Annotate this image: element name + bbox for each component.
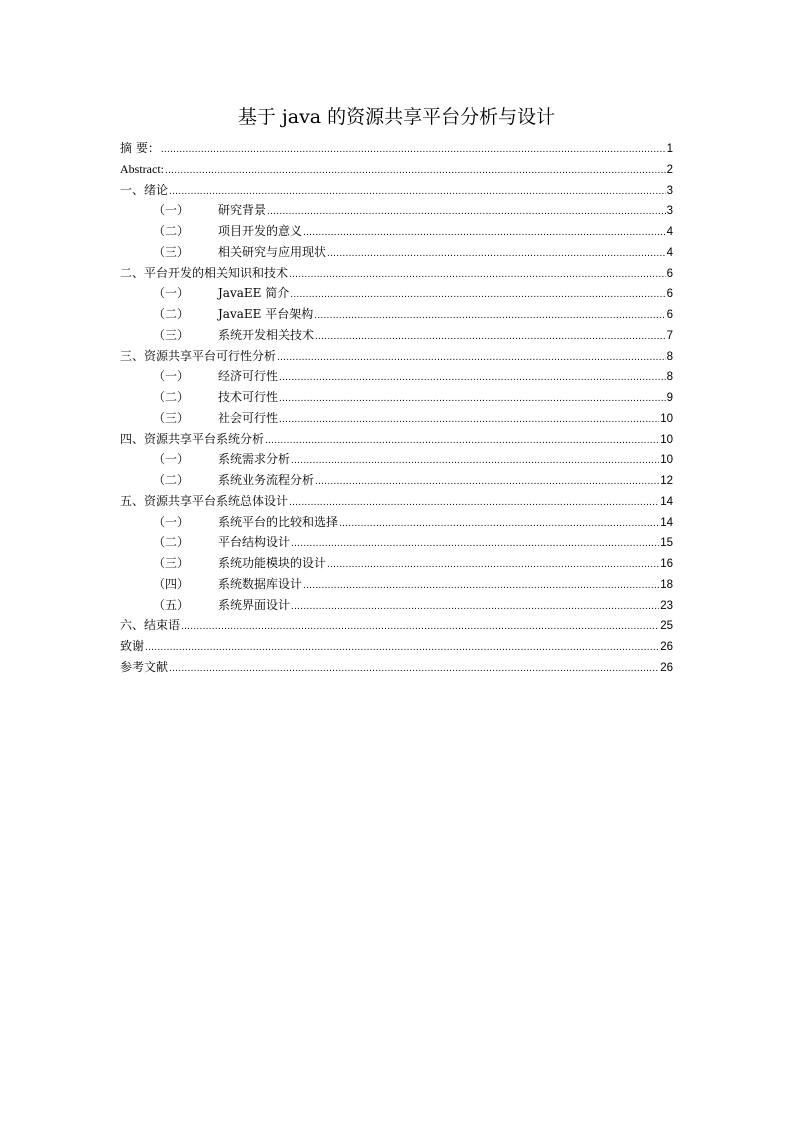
dot-leader — [265, 431, 659, 451]
toc-entry[interactable] — [120, 491, 673, 512]
toc-entry-page-number: 2 — [666, 163, 673, 176]
dot-leader — [279, 410, 659, 430]
toc-entry-page-number: 10 — [660, 433, 673, 446]
toc-entry[interactable] — [120, 159, 673, 180]
dot-leader — [291, 534, 659, 554]
toc-entry-label: 参考文献 — [120, 659, 169, 674]
toc-entry-number: （三） — [153, 327, 190, 342]
toc-entry[interactable] — [120, 470, 673, 491]
toc-entry-number: （四） — [153, 576, 190, 591]
toc-entry[interactable] — [120, 636, 673, 657]
toc-entry-label: 三、资源共享平台可行性分析 — [120, 348, 277, 363]
toc-entry-page-number: 6 — [666, 309, 673, 321]
toc-entry[interactable] — [120, 325, 673, 346]
toc-entry[interactable] — [120, 366, 673, 387]
toc-entry-page-number: 25 — [660, 620, 673, 633]
toc-entry-page-number: 7 — [666, 329, 673, 342]
dot-leader — [327, 555, 659, 575]
toc-entry[interactable] — [120, 408, 673, 429]
toc-entry-label: 系统数据库设计 — [218, 576, 303, 591]
toc-entry[interactable] — [120, 387, 673, 408]
toc-entry-number: （二） — [153, 535, 190, 550]
toc-entry-number: （二） — [153, 307, 190, 321]
toc-entry-number: （二） — [153, 473, 190, 487]
dot-leader — [169, 659, 659, 679]
toc-entry-page-number: 26 — [660, 661, 673, 674]
dot-leader — [327, 244, 666, 264]
toc-entry[interactable] — [120, 304, 673, 325]
dot-leader — [169, 182, 666, 202]
toc-entry[interactable] — [120, 553, 673, 574]
dot-leader — [315, 327, 666, 347]
toc-entry-page-number: 3 — [666, 184, 673, 197]
toc-entry-label: 系统功能模块的设计 — [218, 556, 327, 570]
toc-entry[interactable] — [120, 574, 673, 595]
toc-entry[interactable] — [120, 449, 673, 470]
toc-entry-page-number: 12 — [660, 475, 673, 487]
toc-entry[interactable] — [120, 283, 673, 304]
toc-entry-number: （一） — [153, 203, 190, 218]
toc-entry-page-number: 8 — [666, 350, 673, 363]
toc-entry-page-number: 14 — [660, 516, 673, 529]
toc-entry[interactable] — [120, 532, 673, 553]
toc-entry-label: 二、平台开发的相关知识和技术 — [120, 265, 289, 280]
toc-entry-label: 六、结束语 — [120, 618, 181, 633]
dot-leader — [291, 597, 659, 617]
toc-entry-label: 摘 要： — [120, 141, 160, 155]
dot-leader — [289, 265, 666, 285]
toc-entry-label: 致谢 — [120, 639, 145, 653]
table-of-contents — [120, 138, 673, 678]
toc-entry[interactable] — [120, 595, 673, 616]
toc-entry[interactable] — [120, 200, 673, 221]
dot-leader — [291, 451, 659, 471]
toc-entry-label: 系统业务流程分析 — [218, 473, 315, 487]
toc-entry[interactable] — [120, 429, 673, 450]
toc-entry-label: 平台结构设计 — [218, 535, 291, 550]
toc-entry-label: 技术可行性 — [218, 390, 279, 404]
dot-leader — [267, 202, 666, 222]
document-title: 基于 java 的资源共享平台分析与设计 — [237, 106, 556, 128]
toc-entry-label: 四、资源共享平台系统分析 — [120, 431, 265, 446]
toc-entry[interactable] — [120, 346, 673, 367]
toc-entry-page-number: 26 — [660, 641, 673, 653]
toc-entry-number: （三） — [153, 556, 190, 570]
toc-entry-number: （一） — [153, 514, 190, 529]
toc-entry[interactable] — [120, 512, 673, 533]
toc-entry[interactable] — [120, 180, 673, 201]
toc-entry-page-number: 8 — [666, 371, 673, 384]
toc-entry[interactable] — [120, 242, 673, 263]
toc-entry[interactable] — [120, 221, 673, 242]
toc-entry-number: （二） — [153, 390, 190, 404]
dot-leader — [277, 348, 666, 368]
toc-entry-label: 系统界面设计 — [218, 597, 291, 612]
dot-leader — [290, 285, 665, 305]
toc-entry-page-number: 4 — [666, 226, 673, 238]
toc-entry-label: 经济可行性 — [218, 369, 279, 384]
toc-entry-page-number: 6 — [666, 288, 673, 301]
toc-entry-number: （二） — [153, 224, 190, 238]
dot-leader — [315, 472, 659, 492]
dot-leader — [181, 617, 659, 637]
toc-entry-page-number: 15 — [660, 537, 673, 550]
toc-entry-label: JavaEE 平台架构 — [218, 307, 314, 321]
dot-leader — [279, 368, 666, 388]
dot-leader — [145, 638, 659, 658]
toc-entry[interactable] — [120, 263, 673, 284]
toc-entry-page-number: 23 — [660, 599, 673, 612]
toc-entry-number: （一） — [153, 286, 190, 301]
toc-entry-label: 系统需求分析 — [218, 452, 291, 467]
toc-entry-label: 一、绪论 — [120, 182, 169, 197]
toc-entry-label: 系统开发相关技术 — [218, 327, 315, 342]
dot-leader — [165, 161, 666, 181]
toc-entry-page-number: 4 — [666, 246, 673, 259]
toc-entry-label: Abstract: — [120, 161, 164, 176]
toc-entry-label: 系统平台的比较和选择 — [218, 514, 339, 529]
toc-entry-page-number: 9 — [666, 392, 673, 404]
toc-entry-page-number: 3 — [666, 205, 673, 218]
dot-leader — [314, 306, 665, 326]
toc-entry-label: 五、资源共享平台系统总体设计 — [120, 493, 289, 508]
dot-leader — [303, 223, 666, 243]
toc-entry-page-number: 18 — [660, 578, 673, 591]
toc-entry-number: （五） — [153, 597, 190, 612]
toc-entry[interactable] — [120, 615, 673, 636]
toc-entry-label: JavaEE 简介 — [218, 286, 290, 301]
toc-entry-number: （三） — [153, 410, 190, 425]
dot-leader — [279, 389, 666, 409]
dot-leader — [303, 576, 659, 596]
dot-leader — [339, 514, 659, 534]
toc-entry-number: （一） — [153, 452, 190, 467]
toc-entry-page-number: 14 — [660, 495, 673, 508]
toc-entry-page-number: 6 — [666, 267, 673, 280]
toc-entry-page-number: 1 — [666, 143, 673, 155]
toc-entry-number: （一） — [153, 369, 190, 384]
toc-entry-label: 研究背景 — [218, 203, 267, 218]
toc-entry-label: 社会可行性 — [218, 410, 279, 425]
toc-entry[interactable] — [120, 657, 673, 678]
dot-leader — [161, 140, 666, 160]
toc-entry-number: （三） — [153, 244, 190, 259]
toc-entry-page-number: 16 — [660, 558, 673, 570]
dot-leader — [289, 493, 659, 513]
toc-entry-label: 项目开发的意义 — [218, 224, 303, 238]
toc-entry[interactable] — [120, 138, 673, 159]
toc-entry-page-number: 10 — [660, 454, 673, 467]
toc-entry-label: 相关研究与应用现状 — [218, 244, 327, 259]
toc-entry-page-number: 10 — [660, 412, 673, 425]
